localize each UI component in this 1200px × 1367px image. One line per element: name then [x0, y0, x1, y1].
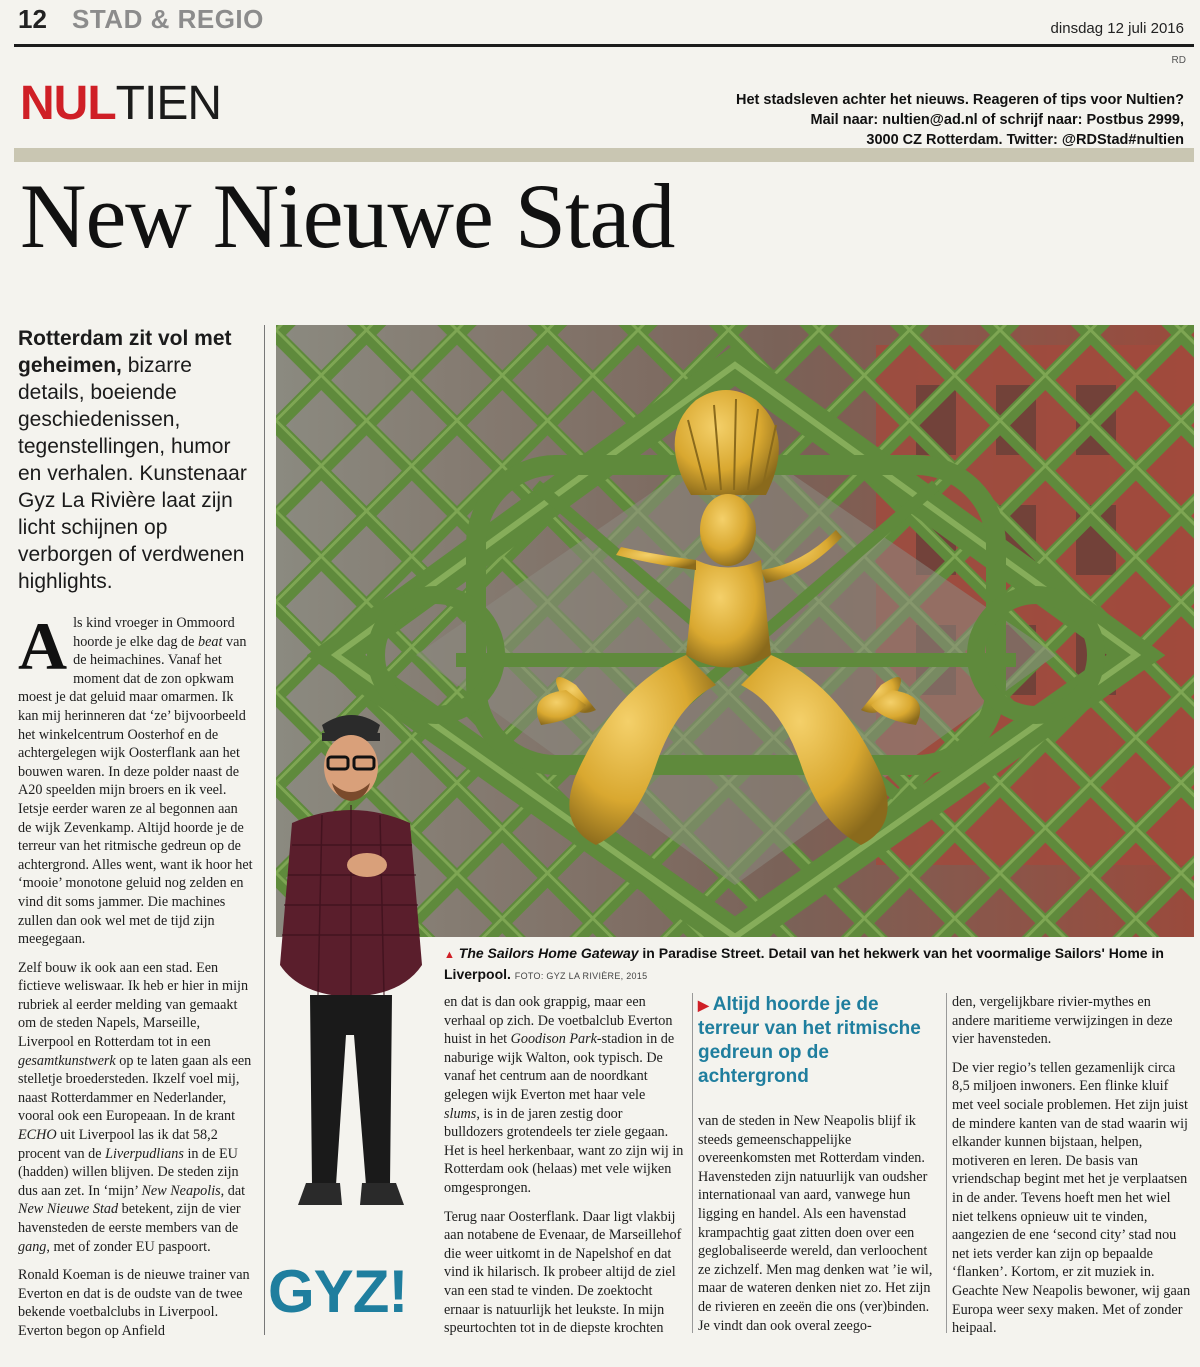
- pull-quote-text: Altijd hoorde je de terreur van het ritmische gedreun op de achtergrond: [698, 994, 921, 1087]
- body-column-1: Als kind vroeger in Ommoord hoorde je elke dag de beat van de heimachines. Vanaf het moment dat de zon opkwam moest je dat geluid maar omarmen. Ik kan mij herinneren dat ‘ze’ bijvoorbeeld het winkelcentrum Oosterhof en de achtergelegen wijk Oosterflank aan het bouwen waren. In deze polder naast de A20 speelden mijn broers en ik veel. Ietsje eerder waren ze al begonnen aan de wijk Zevenkamp. Altijd hoorde je de terreur van het ritmische gedreun op de achtergrond. Alles went, want ik hoor het ‘mooie’ monotone geluid nog zelden en vind dit soms jammer. Die machines zullen dan ook wel met de tijd zijn meegegaan. Zelf bouw ik ook aan een stad. Een fictieve weliswaar. Ik heb er hier in mijn rubriek al eerder melding van gemaakt om de steden Napels, Marseille, Liverpool en Rotterdam tot in een gesamtkunstwerk op te laten gaan als een stelletje broedersteden. Ikzelf voel mij, naast Rotterdammer en Nederlander, vooral ook een Europeaan. In de krant ECHO uit Liverpool las ik dat 58,2 procent van de Liverpudlians in de EU (hadden) willen blijven. De steden zijn dus aan zet. In ‘mijn’ New Neapolis, dat New Nieuwe Stad betekent, zijn de vier havensteden de eerste members van de gang, met of zonder EU paspoort. Ronald Koeman is de nieuwe trainer van Everton en dat is de oudste van de twee bekende voetbalclubs in Liverpool. Everton begon op Anfield: [18, 608, 253, 1339]
- pull-quote: [698, 993, 938, 1089]
- contact-line: 3000 CZ Rotterdam. Twitter: @RDStad#nultien: [866, 132, 1184, 148]
- photo-credit: FOTO: GYZ LA RIVIÈRE, 2015: [514, 971, 648, 981]
- column-divider: [692, 993, 693, 1333]
- column-signature: GYZ!: [268, 1258, 408, 1325]
- header-rule: [14, 44, 1194, 47]
- intro-lead: Rotterdam zit vol met geheimen,: [18, 327, 232, 377]
- rubric-logo: [20, 77, 221, 130]
- publisher-mark: RD: [1171, 55, 1186, 66]
- header-band: [14, 148, 1194, 162]
- logo-tien: TIEN: [115, 77, 221, 130]
- article-headline: New Nieuwe Stad: [20, 165, 675, 267]
- logo-nul: NUL: [20, 77, 116, 130]
- caption-title: The Sailors Home Gateway: [458, 945, 639, 961]
- quote-marker-icon: ▶: [698, 997, 709, 1013]
- contact-line: Het stadsleven achter het nieuws. Reageren of tips voor Nultien?: [736, 92, 1184, 108]
- contact-line: Mail naar: nultien@ad.nl of schrijf naar: Postbus 2999,: [810, 112, 1184, 128]
- photo-caption: [444, 944, 1194, 984]
- contact-info: [714, 90, 1184, 150]
- caption-text: in Paradise Street. Detail van het hekwerk van het voormalige Sailors' Home in Liverpool.: [444, 945, 1164, 982]
- body-column-4: den, vergelijkbare rivier-mythes en andere maritieme verwijzingen in deze vier havensteden. De vier regio’s tellen gezamenlijk circa 8,5 miljoen inwoners. Een flinke kluif met veel sociale problemen. Het zijn juist de mindere kanten van de stad waarin wij elkander kunnen bijstaan, helpen, motiveren en leren. De basis van vriendschap begint met het je verplaatsen in de ander. Tevens hoeft men het wiel niet telkens opnieuw uit te vinden, aangezien de ene ‘second city’ stad nou net iets verder kan zijn op bepaalde ‘flanken’. Kortom, er zit muziek in. Geachte New Neapolis bewoner, wij gaan Europa weer sexy maken. Met of zonder heipaal.: [952, 994, 1191, 1337]
- page-number: 12: [18, 4, 47, 34]
- body-column-3: van de steden in New Neapolis blijf ik steeds gemeenschappelijke overeenkomsten met Rotterdam vinden. Havensteden zijn natuurlijk van oudsher internationaal van aard, vanwege hun ligging en handel. Als een havenstad krampachtig gaat zitten doen over een geglobaliseerde wereld, dan verloochent ze zichzelf. Men mag denken wat ’ie wil, maar de wateren denken niet zo. Het zijn de rivieren en zeeën die ons (ver)binden. Je vindt dan ook overal zeego-: [698, 1113, 933, 1334]
- section-title: STAD & REGIO: [72, 4, 264, 34]
- issue-date: dinsdag 12 juli 2016: [1050, 20, 1184, 37]
- intro-text: bizarre details, boeiende geschiedenissen, tegenstellingen, humor en verhalen. Kunstenaar Gyz La Rivière laat zijn licht schijnen op verborgen of verdwenen highlights.: [18, 354, 247, 593]
- article-intro: [18, 325, 250, 595]
- artist-portrait: [262, 705, 440, 1225]
- drop-cap: A: [18, 608, 68, 684]
- caption-marker-icon: ▲: [444, 949, 455, 961]
- column-divider: [946, 993, 947, 1333]
- body-column-2: en dat is dan ook grappig, maar een verhaal op zich. De voetbalclub Everton huist in het Goodison Park-stadion in de naburige wijk Walton, ook typisch. De vanaf het centrum aan de noordkant gelegen wijk Everton met haar vele slums, is in de jaren zestig door bulldozers grotendeels ter ziele gegaan. Het is heel herkenbaar, want zo zijn wij in Rotterdam ook (helaas) met vele wijken omgesprongen. Terug naar Oosterflank. Daar ligt vlakbij aan notabene de Evenaar, de Marseillehof die weer uitkomt in de Napelshof en dat vind ik hilarisch. Ik probeer altijd de ziel van een stad te vinden. De zoektocht ernaar is natuurlijk het leukste. In mijn speurtochten tot in de diepste krochten: [444, 994, 684, 1337]
